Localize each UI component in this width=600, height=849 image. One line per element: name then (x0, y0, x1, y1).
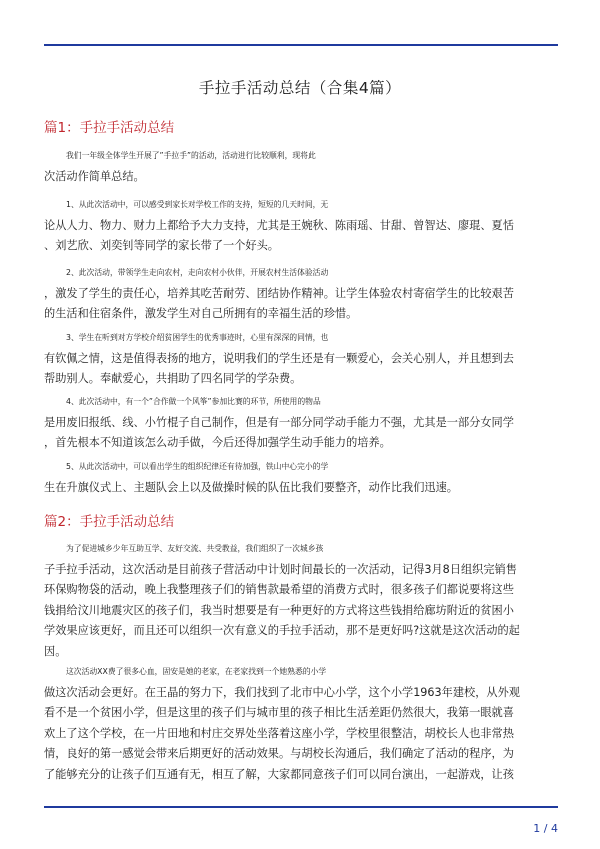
text-line: 这次活动XX费了很多心血，固安是她的老家，在老家找到一个她熟悉的小学 (66, 667, 327, 676)
text-line: 生在升旗仪式上、主题队会上以及做操时候的队伍比我们要整齐，动作比我们迅速。 (44, 480, 458, 494)
paragraph (44, 195, 558, 257)
text-line: 了能够充分的让孩子们互通有无，相互了解，大家都同意孩子们可以同台演出，一起游戏，让孩 (44, 767, 514, 781)
text-line: 2、此次活动，带领学生走向农村，走向农村小伙伴，开展农村生活体验活动 (66, 268, 329, 277)
text-line: 论从人力、物力、财力上都给予大力支持，尤其是王婉秋、陈雨瑶、甘甜、曾智达、廖琨、夏恬 (44, 218, 514, 232)
paragraph (44, 392, 558, 454)
text-line: 是用废旧报纸、线、小竹棍子自己制作，但是有一部分同学动手能力不强，尤其是一部分女同学 (44, 415, 514, 429)
text-line: 为了促进城乡少年互助互学、友好交流、共受教益，我们组织了一次城乡孩 (66, 544, 324, 553)
text-line: 、刘艺欣、刘奕钊等同学的家长带了一个好头。 (44, 239, 279, 252)
header-rule (44, 44, 558, 46)
paragraph (44, 662, 558, 785)
section-heading: 篇2：手拉手活动总结 (44, 514, 175, 530)
paragraph (44, 457, 558, 498)
text-line: 的生活和住宿条件，激发学生对自己所拥有的幸福生活的珍惜。 (44, 307, 358, 320)
document-title: 手拉手活动总结（合集4篇） (198, 79, 402, 97)
text-line: 环保购物袋的活动，晚上我整理孩子们的销售款最希望的消费方式时，很多孩子们都说要将这些 (44, 583, 514, 596)
text-line: ，首先根本不知道该怎么动手做，今后还得加强学生动手能力的培养。 (44, 436, 391, 449)
text-line: 看不是一个贫困小学，但是这里的孩子们与城市里的孩子相比生活差距仍然很大，我第一眼就喜 (44, 706, 514, 719)
paragraph (44, 263, 558, 325)
text-line: 3、学生在听到对方学校介绍贫困学生的优秀事迹时，心里有深深的同情，也 (66, 333, 329, 342)
text-line: 做这次活动会更好。在王晶的努力下，我们找到了北市中心小学，这个小学1963年建校，从外观 (44, 685, 520, 699)
text-line: ，激发了学生的责任心，培养其吃苦耐劳、团结协作精神。让学生体验农村寄宿学生的比较艰苦 (44, 286, 514, 300)
text-line: 有钦佩之情，这是值得表扬的地方，说明我们的学生还是有一颗爱心，会关心别人，并且想到去 (44, 351, 514, 365)
text-line: 次活动作简单总结。 (44, 169, 145, 183)
text-line: 1、从此次活动中，可以感受到家长对学校工作的支持，短短的几天时间，无 (66, 200, 329, 209)
text-line: 我们一年级全体学生开展了”手拉手”的活动，活动进行比较顺利，现将此 (66, 151, 316, 160)
text-line: 情，良好的第一感觉会带来后期更好的活动效果。与胡校长沟通后，我们确定了活动的程序，为 (44, 747, 514, 760)
section-heading: 篇1：手拉手活动总结 (44, 120, 175, 136)
text-line: 欢上了这个学校，在一片田地和村庄交界处坐落着这座小学，学校里很整洁，胡校长人也非常热 (44, 726, 514, 740)
text-line: 5、从此次活动中，可以看出学生的组织纪律还有待加强，铁山中心完小的学 (66, 462, 329, 471)
footer-rule (44, 806, 558, 808)
text-line: 4、此次活动中，有一个”合作做一个风筝”参加比赛的环节，所使用的物品 (66, 397, 321, 406)
text-line: 学效果应该更好，而且还可以组织一次有意义的手拉手活动，那不是更好吗?这就是这次活动的起 (44, 624, 520, 637)
text-line: 因。 (44, 644, 67, 658)
page-number: 1 / 4 (533, 822, 558, 835)
paragraph (44, 328, 558, 390)
paragraph (44, 539, 558, 662)
paragraph (44, 146, 558, 187)
text-line: 子手拉手活动，这次活动是目前孩子营活动中计划时间最长的一次活动，记得3月8日组织完销售 (44, 562, 517, 576)
text-line: 帮助别人。奉献爱心，共捐助了四名同学的学杂费。 (44, 372, 302, 385)
text-line: 钱捐给汶川地震灾区的孩子们，我当时想要是有一种更好的方式将这些钱捐给廊坊附近的贫困小 (44, 603, 514, 617)
